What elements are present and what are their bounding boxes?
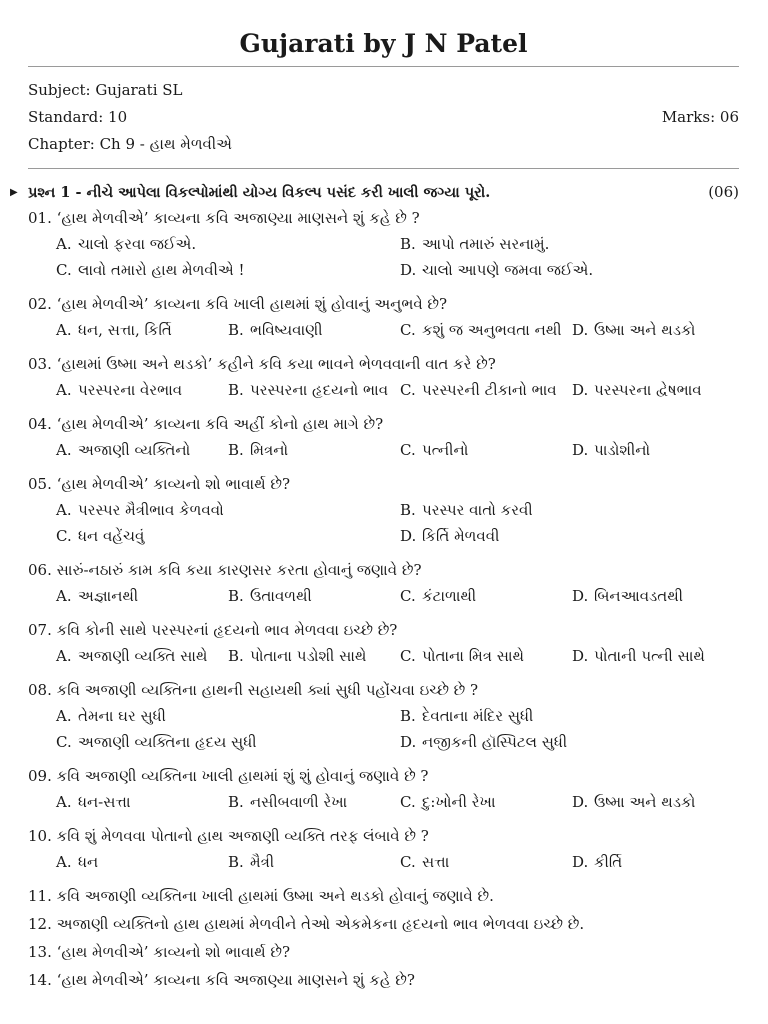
question-number: 02.: [28, 295, 52, 313]
question: [28, 617, 739, 643]
statement-text: ‘હાથ મેળવીએ’ કાવ્યનો શો ભાવાર્થ છે?: [56, 943, 291, 961]
answer-option: [400, 317, 562, 343]
answer-option: [400, 257, 593, 283]
question-number: 01.: [28, 209, 52, 227]
option-key: D.: [572, 381, 589, 399]
option-text: મિત્રનો: [250, 441, 289, 459]
statement-number: 13.: [28, 943, 52, 961]
option-key: B.: [228, 853, 244, 871]
option-key: A.: [56, 853, 72, 871]
option-key: B.: [400, 707, 416, 725]
option-key: A.: [56, 441, 72, 459]
answer-option: [572, 789, 695, 815]
option-key: B.: [400, 501, 416, 519]
answer-option: [228, 583, 312, 609]
standard-label: Standard: 10: [28, 108, 128, 126]
option-key: D.: [400, 261, 417, 279]
question: [28, 351, 739, 377]
option-text: ધન-સત્તા: [78, 793, 131, 811]
options-row: [28, 497, 739, 523]
section-marks: (06): [708, 183, 739, 201]
option-key: C.: [56, 527, 72, 545]
question-text: ‘હાથમાં ઉષ્મા અને થડકો’ કહીને કવિ કયા ભાવને ભેળવવાની વાત કરે છે?: [56, 355, 496, 373]
option-text: ચાલો ફરવા જઈએ.: [78, 235, 197, 253]
option-key: B.: [228, 793, 244, 811]
statement-text: અજાણી વ્યક્તિનો હાથ હાથમાં મેળવીને તેઓ એકમેકના હૃદયનો ભાવ ભેળવવા ઇચ્છે છે.: [56, 915, 585, 933]
question-spacer: [28, 283, 739, 289]
question-spacer: [28, 343, 739, 349]
section-heading: [10, 181, 739, 203]
options-row: [28, 257, 739, 283]
answer-option: [56, 703, 166, 729]
option-text: અજાણી વ્યક્તિના હૃદય સુધી: [78, 733, 257, 751]
answer-option: [400, 729, 567, 755]
answer-option: [572, 583, 683, 609]
option-text: બિનઆવડતથી: [594, 587, 684, 605]
answer-option: [56, 583, 138, 609]
question-spacer: [28, 815, 739, 821]
options-row: [28, 523, 739, 549]
option-key: C.: [400, 647, 416, 665]
option-key: A.: [56, 235, 72, 253]
option-text: નજીકની હૉસ્પિટલ સુધી: [422, 733, 568, 751]
option-key: C.: [400, 441, 416, 459]
statement-number: 12.: [28, 915, 52, 933]
question: [28, 763, 739, 789]
option-key: C.: [400, 793, 416, 811]
option-text: ઉતાવળથી: [250, 587, 312, 605]
statement-number: 14.: [28, 971, 52, 989]
option-text: પોતાની પત્ની સાથે: [594, 647, 705, 665]
question-spacer: [28, 609, 739, 615]
statement: [28, 883, 739, 909]
option-text: પત્નીનો: [422, 441, 469, 459]
page-title: Gujarati by J N Patel: [239, 29, 528, 58]
options-row: [28, 703, 739, 729]
answer-option: [572, 849, 622, 875]
option-key: B.: [228, 381, 244, 399]
question: [28, 471, 739, 497]
option-text: કશું જ અનુભવતા નથી: [422, 321, 562, 339]
question-text: ‘હાથ મેળવીએ’ કાવ્યના કવિ અજાણ્યા માણસને શું કહે છે ?: [56, 209, 420, 227]
answer-option: [400, 789, 496, 815]
option-key: D.: [572, 321, 589, 339]
statement-text: કવિ અજાણી વ્યક્તિના ખાલી હાથમાં ઉષ્મા અને થડકો હોવાનું જણાવે છે.: [56, 887, 494, 905]
option-key: D.: [572, 647, 589, 665]
answer-option: [228, 643, 366, 669]
option-key: C.: [400, 587, 416, 605]
answer-option: [56, 257, 245, 283]
answer-option: [56, 437, 190, 463]
statement: [28, 939, 739, 965]
question-text: કવિ શું મેળવવા પોતાનો હાથ અજાણી વ્યક્તિ તરફ લંબાવે છે ?: [56, 827, 429, 845]
answer-option: [56, 523, 144, 549]
option-key: C.: [56, 261, 72, 279]
answer-option: [228, 437, 288, 463]
question-number: 08.: [28, 681, 52, 699]
options-row: [28, 317, 739, 343]
option-key: C.: [400, 381, 416, 399]
question-number: 04.: [28, 415, 52, 433]
option-key: B.: [228, 441, 244, 459]
answer-option: [56, 643, 207, 669]
answer-option: [572, 643, 705, 669]
question-spacer: [28, 463, 739, 469]
answer-option: [228, 377, 388, 403]
statement-text: ‘હાથ મેળવીએ’ કાવ્યના કવિ અજાણ્યા માણસને શું કહે છે?: [56, 971, 415, 989]
option-text: પાડોશીનો: [594, 441, 651, 459]
option-key: D.: [572, 587, 589, 605]
answer-option: [56, 377, 182, 403]
answer-option: [56, 317, 172, 343]
answer-option: [572, 377, 702, 403]
options-row: [28, 377, 739, 403]
option-key: B.: [228, 647, 244, 665]
option-key: A.: [56, 647, 72, 665]
question-number: 07.: [28, 621, 52, 639]
option-text: અજ્ઞાનથી: [78, 587, 139, 605]
option-key: D.: [572, 793, 589, 811]
option-text: અજાણી વ્યક્તિ સાથે: [78, 647, 208, 665]
option-text: ધન: [78, 853, 99, 871]
question-spacer: [28, 755, 739, 761]
answer-option: [400, 437, 468, 463]
option-text: પોતાના પડોશી સાથે: [250, 647, 367, 665]
option-key: D.: [400, 733, 417, 751]
answer-option: [400, 231, 549, 257]
question: [28, 677, 739, 703]
section-heading-left: [10, 183, 491, 201]
subject-label: Subject: Gujarati SL: [28, 81, 183, 99]
options-row: [28, 437, 739, 463]
answer-option: [56, 231, 196, 257]
meta-chapter-row: [28, 131, 739, 158]
answer-option: [228, 789, 347, 815]
question-text: કવિ અજાણી વ્યક્તિના હાથની સહાયથી ક્યાં સુધી પહોંચવા ઇચ્છે છે ?: [56, 681, 479, 699]
option-key: B.: [228, 321, 244, 339]
question-number: 06.: [28, 561, 52, 579]
worksheet-meta: [28, 77, 739, 158]
options-row: [28, 643, 739, 669]
option-key: D.: [572, 853, 589, 871]
option-text: પરસ્પરની ટીકાનો ભાવ: [422, 381, 557, 399]
answer-option: [400, 583, 476, 609]
statement-number: 11.: [28, 887, 52, 905]
section-instruction: પ્રશ્ન 1 - નીચે આપેલા વિકલ્પોમાંથી યોગ્ય વિકલ્પ પસંદ કરી ખાલી જગ્યા પૂરો.: [28, 183, 491, 201]
option-text: ઉષ્મા અને થડકો: [594, 321, 696, 339]
option-text: પરસ્પરના દ્વેષભાવ: [594, 381, 702, 399]
worksheet-page: [10, 0, 739, 993]
question-text: કવિ અજાણી વ્યક્તિના ખાલી હાથમાં શું શું હોવાનું જણાવે છે ?: [56, 767, 429, 785]
option-key: D.: [400, 527, 417, 545]
top-divider: [28, 66, 739, 67]
answer-option: [572, 437, 650, 463]
answer-option: [56, 789, 131, 815]
answer-option: [572, 317, 695, 343]
question-number: 10.: [28, 827, 52, 845]
answer-option: [228, 849, 274, 875]
answer-option: [400, 497, 533, 523]
option-text: પોતાના મિત્ર સાથે: [422, 647, 525, 665]
triangle-right-icon: ▶: [10, 186, 18, 198]
options-row: [28, 583, 739, 609]
option-text: દુ:ખોની રેખા: [422, 793, 496, 811]
question-number: 09.: [28, 767, 52, 785]
option-text: તેમના ઘર સુધી: [78, 707, 166, 725]
meta-subject-row: [28, 77, 739, 104]
question-spacer: [28, 875, 739, 881]
option-text: કીર્તિ: [594, 853, 623, 871]
option-key: A.: [56, 501, 72, 519]
chapter-label: Chapter: Ch 9 - હાથ મેળવીએ: [28, 135, 232, 153]
option-text: દેવતાના મંદિર સુધી: [422, 707, 534, 725]
question-text: ‘હાથ મેળવીએ’ કાવ્યના કવિ અહીં કોનો હાથ માગે છે?: [56, 415, 384, 433]
meta-standard-row: [28, 104, 739, 131]
question: [28, 557, 739, 583]
option-text: પરસ્પર મૈત્રીભાવ કેળવવો: [78, 501, 224, 519]
answer-option: [56, 497, 224, 523]
option-text: ધન, સત્તા, કિર્તિ: [78, 321, 172, 339]
answer-option: [400, 523, 499, 549]
question-number: 03.: [28, 355, 52, 373]
question: [28, 411, 739, 437]
option-text: આપો તમારું સરનામું.: [422, 235, 550, 253]
question-text: સારું-નઠારું કામ કવિ કયા કારણસર કરતા હોવાનું જણાવે છે?: [56, 561, 422, 579]
option-text: મૈત્રી: [250, 853, 275, 871]
option-text: પરસ્પરના હૃદયનો ભાવ: [250, 381, 389, 399]
option-key: A.: [56, 793, 72, 811]
option-text: પરસ્પરના વેરભાવ: [78, 381, 183, 399]
option-text: કંટાળાથી: [422, 587, 477, 605]
question-spacer: [28, 549, 739, 555]
option-text: નસીબવાળી રેખા: [250, 793, 348, 811]
question-list: [28, 205, 739, 881]
option-key: B.: [228, 587, 244, 605]
question: [28, 823, 739, 849]
answer-option: [400, 377, 557, 403]
option-key: C.: [400, 321, 416, 339]
option-key: A.: [56, 381, 72, 399]
question: [28, 291, 739, 317]
option-key: B.: [400, 235, 416, 253]
option-text: કિર્તિ મેળવવી: [422, 527, 500, 545]
options-row: [28, 729, 739, 755]
answer-option: [400, 643, 524, 669]
question-text: ‘હાથ મેળવીએ’ કાવ્યનો શો ભાવાર્થ છે?: [56, 475, 291, 493]
answer-option: [400, 703, 533, 729]
options-row: [28, 231, 739, 257]
option-text: ધન વહેંચવું: [78, 527, 145, 545]
option-key: C.: [400, 853, 416, 871]
statement-list: [28, 883, 739, 993]
option-key: D.: [572, 441, 589, 459]
option-text: ચાલો આપણે જમવા જઈએ.: [422, 261, 594, 279]
option-text: પરસ્પર વાતો કરવી: [422, 501, 533, 519]
statement: [28, 967, 739, 993]
question-text: કવિ કોની સાથે પરસ્પરનાં હૃદયનો ભાવ મેળવવા ઇચ્છે છે?: [56, 621, 398, 639]
option-text: અજાણી વ્યક્તિનો: [78, 441, 191, 459]
option-text: ભવિષ્યવાણી: [250, 321, 323, 339]
option-text: લાવો તમારો હાથ મેળવીએ !: [78, 261, 245, 279]
answer-option: [56, 729, 257, 755]
answer-option: [228, 317, 323, 343]
meta-divider: [28, 168, 739, 169]
question: [28, 205, 739, 231]
option-key: A.: [56, 587, 72, 605]
option-text: સત્તા: [422, 853, 450, 871]
option-key: A.: [56, 707, 72, 725]
option-key: C.: [56, 733, 72, 751]
options-row: [28, 789, 739, 815]
question-spacer: [28, 403, 739, 409]
question-spacer: [28, 669, 739, 675]
answer-option: [56, 849, 98, 875]
options-row: [28, 849, 739, 875]
option-key: A.: [56, 321, 72, 339]
statement: [28, 911, 739, 937]
question-number: 05.: [28, 475, 52, 493]
answer-option: [400, 849, 449, 875]
question-text: ‘હાથ મેળવીએ’ કાવ્યના કવિ ખાલી હાથમાં શું હોવાનું અનુભવે છે?: [56, 295, 448, 313]
option-text: ઉષ્મા અને થડકો: [594, 793, 696, 811]
marks-label: Marks: 06: [661, 108, 739, 126]
